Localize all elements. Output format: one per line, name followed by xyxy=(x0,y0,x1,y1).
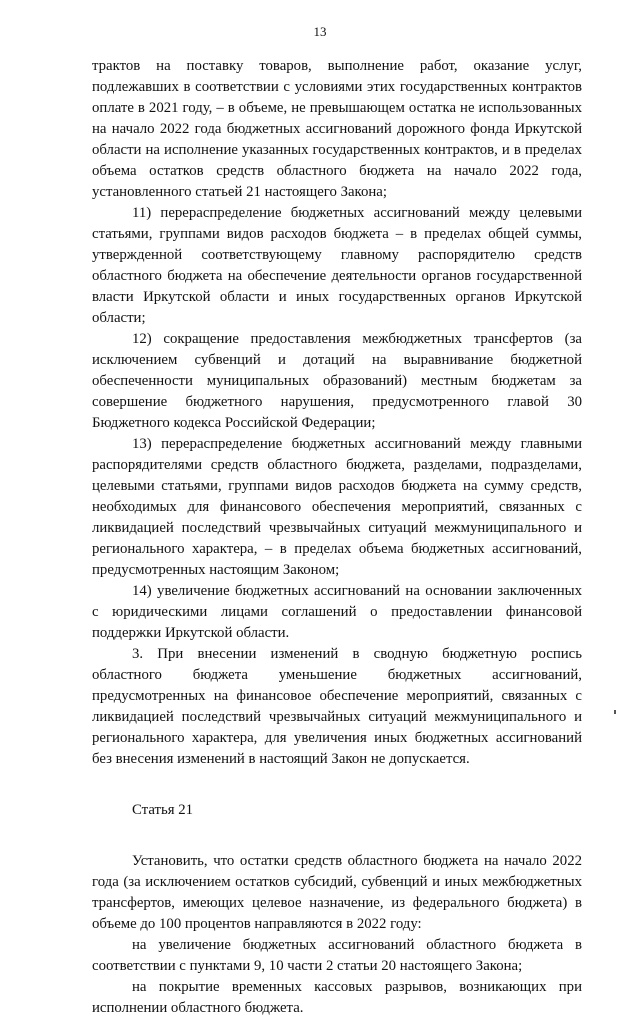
document-body xyxy=(92,56,582,1019)
article-title: Статья 21 xyxy=(132,802,194,818)
paragraph-item-13: 13) перераспределение бюджетных ассигнований между главными распорядителями средств областного бюджета, разделами, подразделами, целевыми статьями, группами видов расходов бюджета на сумму средств, необходимых для финансового обеспечения мероприятий, связанных с ликвидацией последствий чрезвычайных ситуаций межмуниципального и регионального характера, – в пределах объема бюджетных ассигнований, предусмотренных настоящим Законом; xyxy=(92,436,582,578)
article-paragraph-item-2: на покрытие временных кассовых разрывов, возникающих при исполнении областного бюджета. xyxy=(92,979,582,1016)
paragraph-item-14: 14) увеличение бюджетных ассигнований на основании заключенных с юридическими лицами соглашений о предоставлении финансовой поддержки Иркутской области. xyxy=(92,583,582,641)
page-number: 13 xyxy=(313,24,327,39)
article-paragraph-intro: Установить, что остатки средств областного бюджета на начало 2022 года (за исключением остатков субсидий, субвенций и иных межбюджетных трансфертов, имеющих целевое назначение, из федерального бюджета) в объеме до 100 процентов направляются в 2022 году: xyxy=(92,853,582,932)
article-paragraph-item-1: на увеличение бюджетных ассигнований областного бюджета в соответствии с пунктами 9, 10 части 2 статьи 20 настоящего Закона; xyxy=(92,937,582,974)
scan-mark xyxy=(614,710,616,714)
paragraph-item-12: 12) сокращение предоставления межбюджетных трансфертов (за исключением субвенций и дотаций на выравнивание бюджетной обеспеченности муниципальных образований) местным бюджетам за совершение бюджетного нарушения, предусмотренного главой 30 Бюджетного кодекса Российской Федерации; xyxy=(92,331,582,431)
paragraph-continuation: трактов на поставку товаров, выполнение работ, оказание услуг, подлежавших в соответствии с условиями этих государственных контрактов оплате в 2021 году, – в объеме, не превышающем остатка не использованных на начало 2022 года бюджетных ассигнований дорожного фонда Иркутской области на исполнение указанных государственных контрактов, и в пределах объема остатков средств областного бюджета на начало 2022 года, установленного статьей 21 настоящего Закона; xyxy=(92,58,582,200)
paragraph-item-11: 11) перераспределение бюджетных ассигнований между целевыми статьями, группами видов расходов бюджета – в пределах общей суммы, утвержденной соответствующему главному распорядителю средств областного бюджета на обеспечение деятельности органов государственной власти Иркутской области и иных государственных органов Иркутской области; xyxy=(92,205,582,326)
paragraph-part-3: 3. При внесении изменений в сводную бюджетную роспись областного бюджета уменьшение бюджетных ассигнований, предусмотренных на финансовое обеспечение мероприятий, связанных с ликвидацией последствий чрезвычайных ситуаций межмуниципального и регионального характера, для увеличения иных бюджетных ассигнований без внесения изменений в настоящий Закон не допускается. xyxy=(92,646,582,767)
